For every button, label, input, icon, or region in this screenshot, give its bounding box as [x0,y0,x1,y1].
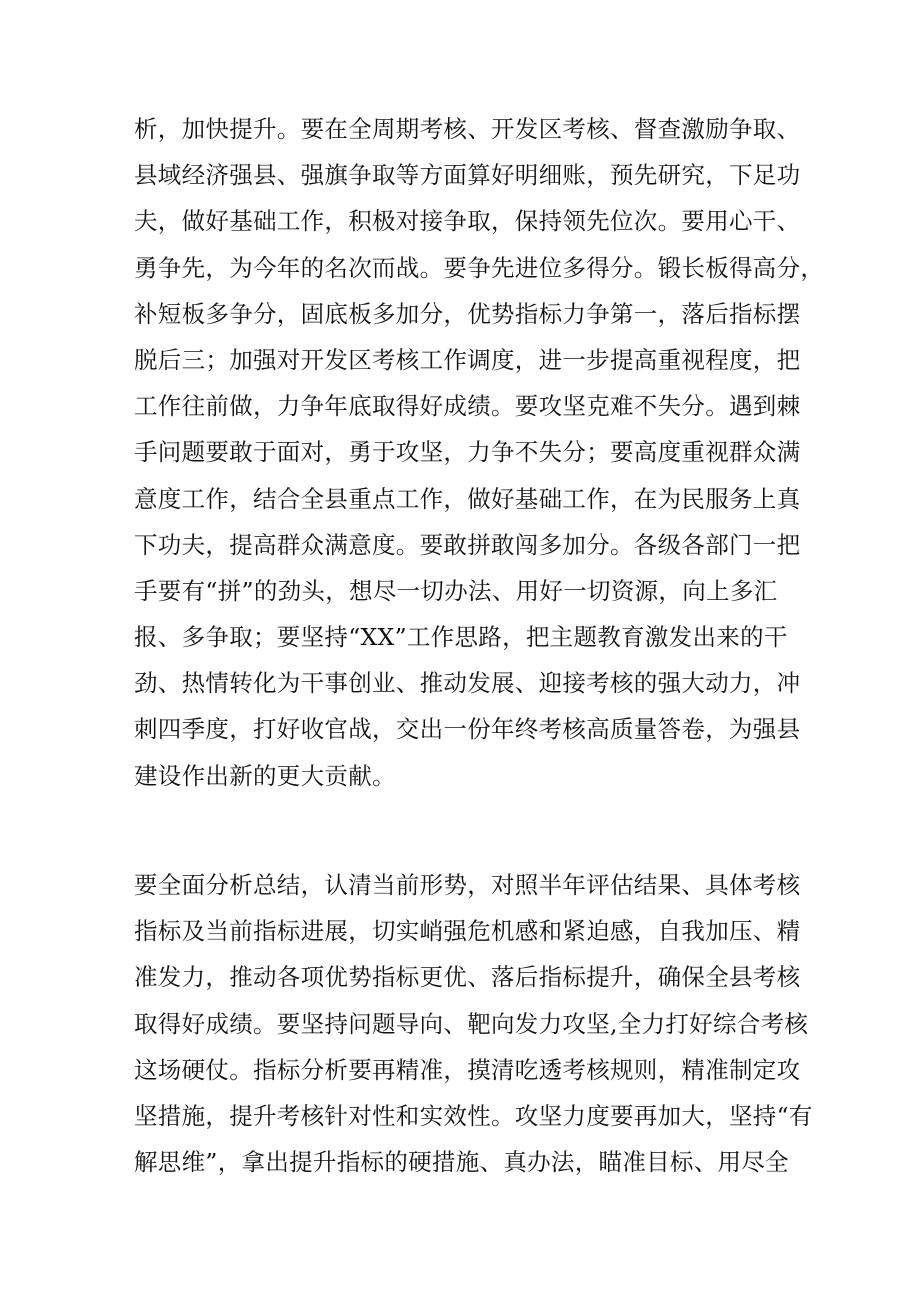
text-line: 要全面分析总结，认清当前形势，对照半年评估结果、具体考核 [134,871,801,899]
text-line: 手问题要敢于面对，勇于攻坚，力争不失分；要高度重视群众满 [134,438,801,467]
paragraph-1 [134,106,825,799]
text-line: 报、多争取；要坚持“XX”工作思路，把主题教育激发出来的干 [134,623,788,652]
text-line: 建设作出新的更大贡献。 [134,761,396,790]
text-line: 坚措施，提升考核针对性和实效性。攻坚力度要再加大，坚持“有 [134,1101,813,1130]
text-line: 劲、热情转化为干事创业、推动发展、迎接考核的强大动力，冲 [134,669,801,698]
text-line: 取得好成绩。要坚持问题导向、靶向发力攻坚,全力打好综合考核 [134,1009,809,1038]
text-line: 这场硬仗。指标分析要再精准，摸清吃透考核规则，精准制定攻 [134,1055,801,1084]
text-line: 意度工作，结合全县重点工作，做好基础工作，在为民服务上真 [134,484,801,513]
text-line: 脱后三；加强对开发区考核工作调度，进一步提高重视程度，把 [134,345,801,374]
text-line: 下功夫，提高群众满意度。要敢拼敢闯多加分。各级各部门一把 [134,530,801,559]
text-line: 县域经济强县、强旗争取等方面算好明细账，预先研究，下足功 [134,161,801,190]
text-line: 析，加快提升。要在全周期考核、开发区考核、督查激励争取、 [134,115,801,143]
text-line: 补短板多争分，固底板多加分，优势指标力争第一，落后指标摆 [134,299,801,328]
text-line: 准发力，推动各项优势指标更优、落后指标提升，确保全县考核 [134,963,801,992]
text-line: 指标及当前指标进展，切实峭强危机感和紧迫感，自我加压、精 [134,917,801,946]
text-line: 勇争先，为今年的名次而战。要争先进位多得分。锻长板得高分， [134,253,825,282]
text-line: 工作往前做，力争年底取得好成绩。要攻坚克难不失分。遇到棘 [134,392,801,421]
text-line: 解思维”，拿出提升指标的硬措施、真办法，瞄准目标、用尽全 [134,1148,789,1177]
paragraph-2 [134,862,813,1185]
text-line: 夫，做好基础工作，积极对接争取，保持领先位次。要用心干、 [134,207,801,236]
text-line: 手要有“拼”的劲头，想尽一切办法、用好一切资源，向上多汇 [134,576,778,605]
text-line: 刺四季度，打好收官战，交出一份年终考核高质量答卷，为强县 [134,715,801,744]
